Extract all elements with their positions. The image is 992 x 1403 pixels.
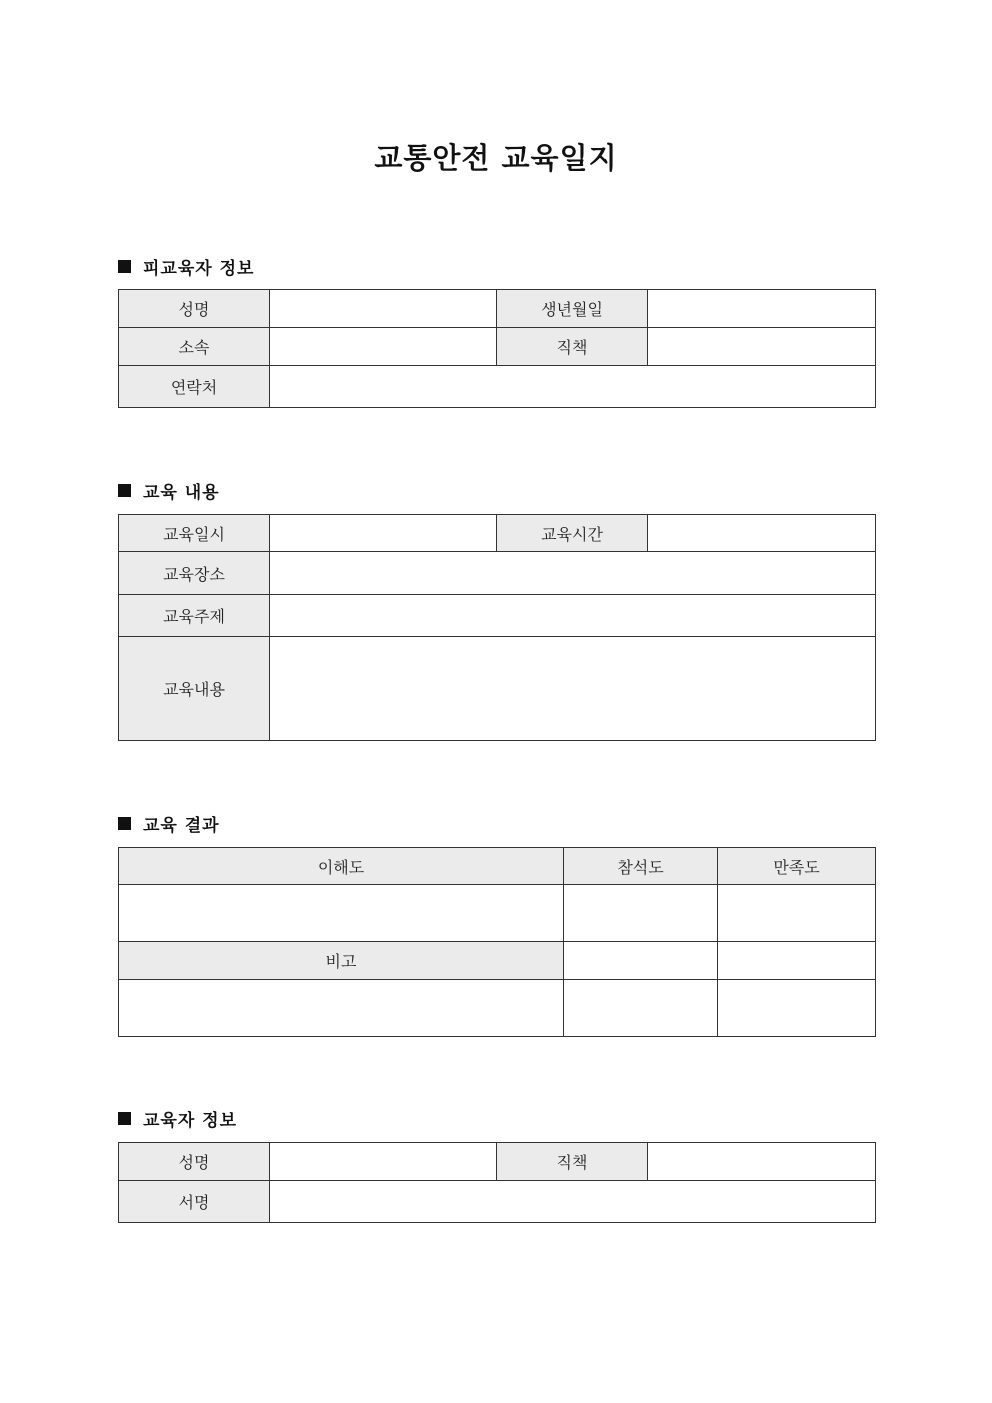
trainee-birth-field[interactable] (648, 290, 876, 328)
section-heading-instructor (118, 1106, 237, 1131)
instructor-name-field[interactable] (270, 1143, 497, 1181)
section-heading-text: 피교육자 정보 (143, 259, 255, 279)
instructor-signature-label: 서명 (119, 1181, 270, 1223)
education-content-table (118, 514, 876, 741)
document-title: 교통안전 교육일지 (374, 141, 618, 175)
remarks-label: 비고 (119, 942, 564, 980)
understanding-label: 이해도 (119, 848, 564, 885)
square-bullet-icon (118, 817, 131, 830)
trainee-position-label: 직책 (497, 328, 648, 366)
satisfaction-label: 만족도 (718, 848, 876, 885)
trainee-name-label: 성명 (119, 290, 270, 328)
edu-time-field[interactable] (648, 515, 876, 552)
remarks-extra-cell[interactable] (564, 942, 718, 980)
edu-topic-field[interactable] (270, 595, 876, 637)
trainee-contact-label: 연락처 (119, 366, 270, 408)
edu-time-label: 교육시간 (497, 515, 648, 552)
trainee-affiliation-label: 소속 (119, 328, 270, 366)
section-heading-result (118, 811, 220, 836)
remarks-extra-cell[interactable] (718, 942, 876, 980)
instructor-position-field[interactable] (648, 1143, 876, 1181)
section-heading-text: 교육 내용 (143, 483, 220, 503)
instructor-info-table (118, 1142, 876, 1223)
instructor-signature-field[interactable] (270, 1181, 876, 1223)
edu-date-field[interactable] (270, 515, 497, 552)
edu-details-label: 교육내용 (119, 637, 270, 741)
education-result-table (118, 847, 876, 1037)
trainee-affiliation-field[interactable] (270, 328, 497, 366)
section-heading-text: 교육 결과 (143, 816, 220, 836)
square-bullet-icon (118, 1112, 131, 1125)
instructor-name-label: 성명 (119, 1143, 270, 1181)
attendance-label: 참석도 (564, 848, 718, 885)
trainee-name-field[interactable] (270, 290, 497, 328)
section-heading-text: 교육자 정보 (143, 1111, 238, 1131)
trainee-birth-label: 생년월일 (497, 290, 648, 328)
square-bullet-icon (118, 484, 131, 497)
edu-place-label: 교육장소 (119, 552, 270, 595)
section-heading-content (118, 478, 220, 503)
trainee-position-field[interactable] (648, 328, 876, 366)
edu-details-field[interactable] (270, 637, 876, 741)
satisfaction-field[interactable] (718, 885, 876, 942)
edu-topic-label: 교육주제 (119, 595, 270, 637)
edu-place-field[interactable] (270, 552, 876, 595)
remarks-field[interactable] (119, 980, 564, 1037)
attendance-field[interactable] (564, 885, 718, 942)
instructor-position-label: 직책 (497, 1143, 648, 1181)
understanding-field[interactable] (119, 885, 564, 942)
section-heading-trainee (118, 254, 254, 279)
edu-date-label: 교육일시 (119, 515, 270, 552)
square-bullet-icon (118, 260, 131, 273)
trainee-info-table (118, 289, 876, 408)
remarks-extra-field[interactable] (718, 980, 876, 1037)
remarks-extra-field[interactable] (564, 980, 718, 1037)
trainee-contact-field[interactable] (270, 366, 876, 408)
